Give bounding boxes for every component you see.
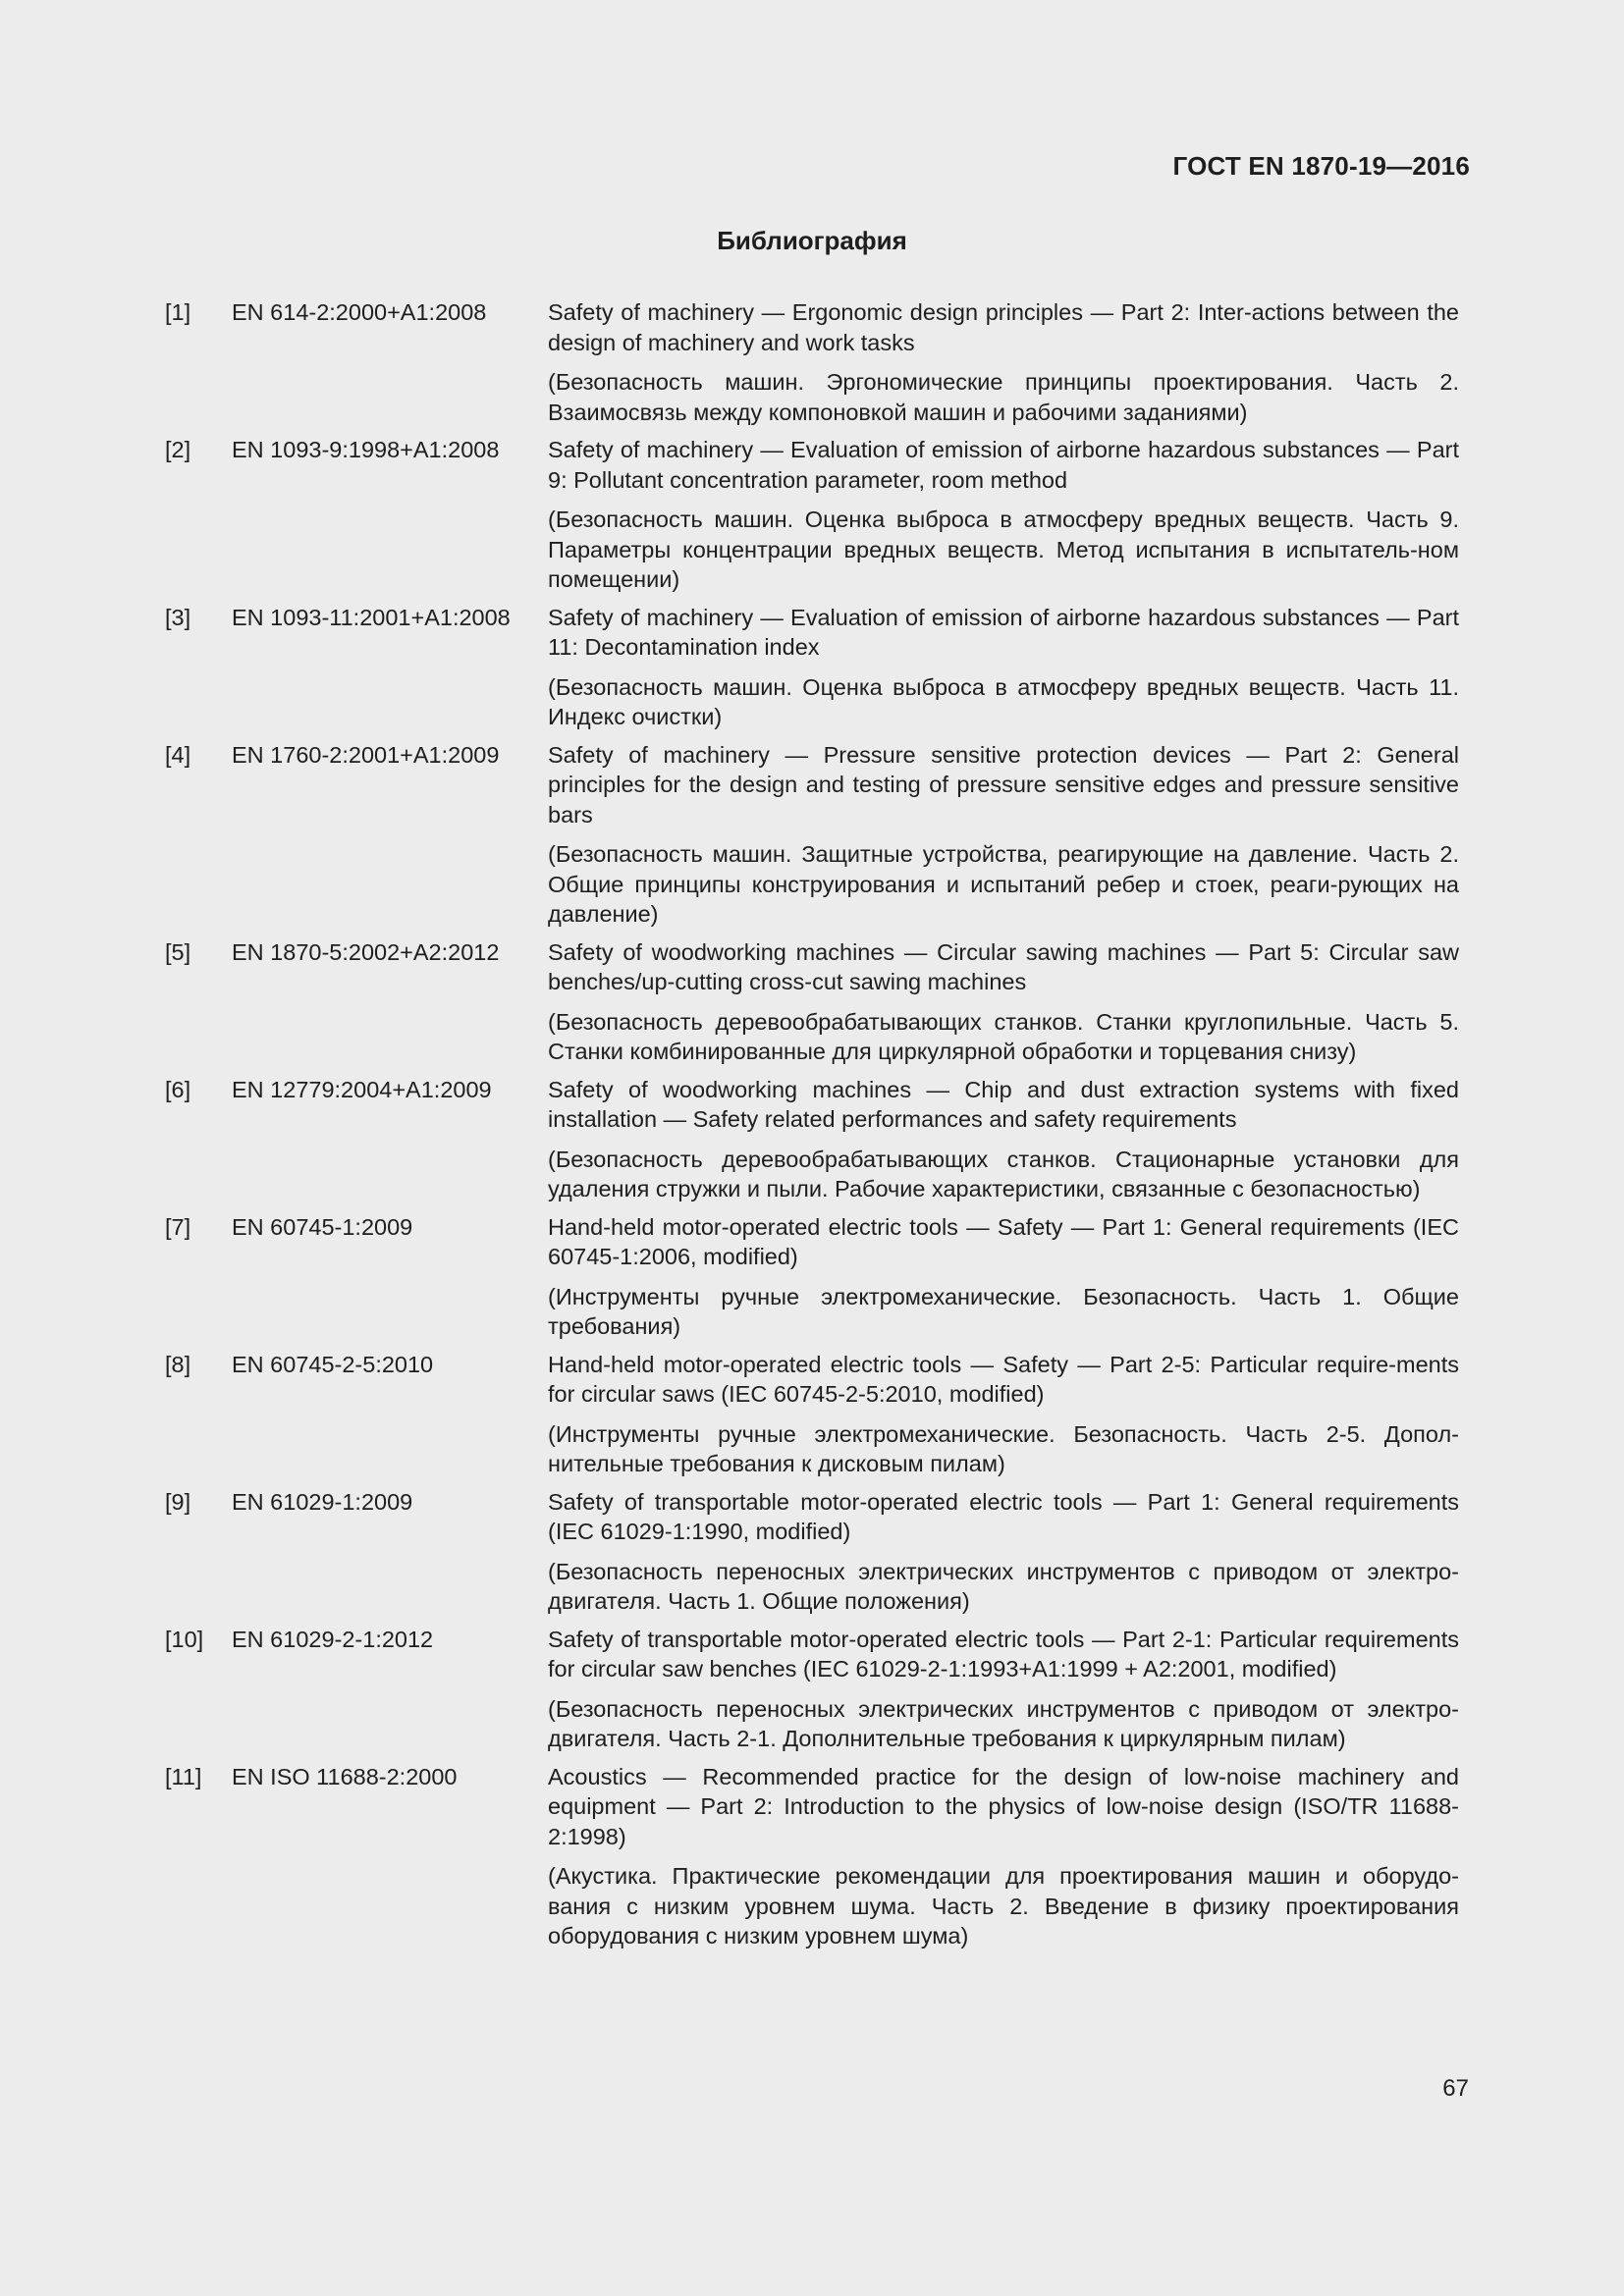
entry-number: [11] bbox=[165, 1763, 202, 1789]
entry-text bbox=[548, 1350, 1459, 1479]
bibliography-entry bbox=[165, 1212, 1459, 1342]
entry-number: [1] bbox=[165, 299, 191, 325]
bibliography-entry bbox=[165, 1625, 1459, 1754]
bibliography-entry bbox=[165, 937, 1459, 1067]
standard-reference: EN 1093-9:1998+A1:2008 bbox=[232, 437, 500, 462]
entry-text bbox=[548, 435, 1459, 595]
russian-title: (Акустика. Практические рекомендации для проектирования машин и оборудо-вания с низким уровнем шума. Часть 2. Введение в физику проектирования оборудования с низким уровнем шума) bbox=[548, 1863, 1459, 1949]
english-title: Safety of machinery — Evaluation of emission of airborne hazardous substances — Part 11: Decontamination index bbox=[548, 604, 1459, 660]
entry-number: [8] bbox=[165, 1351, 191, 1377]
entry-text bbox=[548, 1487, 1459, 1617]
entry-text bbox=[548, 1625, 1459, 1754]
bibliography-entry bbox=[165, 740, 1459, 930]
english-title: Safety of transportable motor-operated electric tools — Part 2-1: Particular requirements for circular saw benches (IEC 61029-2-1:1993+A1:1999 + A2:2001, modified) bbox=[548, 1626, 1459, 1682]
entry-text bbox=[548, 1762, 1459, 1951]
bibliography-entry bbox=[165, 1487, 1459, 1617]
bibliography-entry bbox=[165, 435, 1459, 595]
entry-text bbox=[548, 297, 1459, 427]
english-title: Acoustics — Recommended practice for the design of low-noise machinery and equipment — Part 2: Introduction to the physics of low-noise design (ISO/TR 11688-2:1998) bbox=[548, 1763, 1459, 1849]
russian-title: (Безопасность деревообрабатывающих станков. Стационарные установки для удаления стружки и пыли. Рабочие характеристики, связанные с безопасностью) bbox=[548, 1146, 1459, 1201]
entry-text bbox=[548, 1075, 1459, 1204]
standard-reference: EN 61029-2-1:2012 bbox=[232, 1626, 434, 1652]
standard-reference: EN 12779:2004+A1:2009 bbox=[232, 1076, 492, 1102]
page-title: Библиография bbox=[717, 226, 907, 255]
russian-title: (Безопасность деревообрабатывающих станков. Станки круглопильные. Часть 5. Станки комбинированные для циркулярной обработки и торцевания снизу) bbox=[548, 1008, 1459, 1064]
entry-text bbox=[548, 603, 1459, 732]
standard-reference: EN 614-2:2000+A1:2008 bbox=[232, 299, 487, 325]
russian-title: (Безопасность переносных электрических инструментов с приводом от электро-двигателя. Часть 1. Общие положения) bbox=[548, 1558, 1459, 1614]
entry-number: [3] bbox=[165, 604, 191, 630]
standard-reference: EN 60745-1:2009 bbox=[232, 1213, 413, 1240]
bibliography-entry bbox=[165, 1075, 1459, 1204]
english-title: Safety of machinery — Evaluation of emission of airborne hazardous substances — Part 9: Pollutant concentration parameter, room method bbox=[548, 437, 1459, 493]
english-title: Safety of woodworking machines — Circular sawing machines — Part 5: Circular saw benches/up-cutting cross-cut sawing machines bbox=[548, 938, 1459, 994]
entry-number: [10] bbox=[165, 1626, 204, 1652]
bibliography-entry bbox=[165, 1762, 1459, 1951]
standard-reference: EN 1870-5:2002+A2:2012 bbox=[232, 938, 500, 965]
russian-title: (Безопасность машин. Эргономические принципы проектирования. Часть 2. Взаимосвязь между компоновкой машин и рабочими заданиями) bbox=[548, 369, 1459, 425]
bibliography-entry bbox=[165, 603, 1459, 732]
standard-reference: EN 60745-2-5:2010 bbox=[232, 1351, 434, 1377]
russian-title: (Инструменты ручные электромеханические. Безопасность. Часть 2-5. Допол-нительные требования к дисковым пилам) bbox=[548, 1420, 1459, 1476]
entry-number: [7] bbox=[165, 1213, 191, 1240]
entry-number: [2] bbox=[165, 437, 191, 462]
entry-number: [6] bbox=[165, 1076, 191, 1102]
entry-text bbox=[548, 1212, 1459, 1342]
entry-text bbox=[548, 740, 1459, 930]
standard-code: ГОСТ EN 1870-19—2016 bbox=[1172, 151, 1470, 181]
entry-number: [4] bbox=[165, 741, 191, 768]
russian-title: (Инструменты ручные электромеханические. Безопасность. Часть 1. Общие требования) bbox=[548, 1283, 1459, 1339]
english-title: Hand-held motor-operated electric tools — Safety — Part 2-5: Particular require-ments for circular saws (IEC 60745-2-5:2010, modified) bbox=[548, 1351, 1459, 1407]
russian-title: (Безопасность машин. Защитные устройства, реагирующие на давление. Часть 2. Общие принципы конструирования и испытаний ребер и стоек, реаги-рующих на давление) bbox=[548, 841, 1459, 927]
russian-title: (Безопасность переносных электрических инструментов с приводом от электро-двигателя. Часть 2-1. Дополнительные требования к циркулярным пилам) bbox=[548, 1695, 1459, 1751]
entry-text bbox=[548, 937, 1459, 1067]
russian-title: (Безопасность машин. Оценка выброса в атмосферу вредных веществ. Часть 11. Индекс очистки) bbox=[548, 673, 1459, 729]
entry-number: [5] bbox=[165, 938, 191, 965]
english-title: Hand-held motor-operated electric tools — Safety — Part 1: General requirements (IEC 60745-1:2006, modified) bbox=[548, 1213, 1459, 1269]
standard-reference: EN ISO 11688-2:2000 bbox=[232, 1763, 458, 1789]
entry-number: [9] bbox=[165, 1488, 191, 1515]
page-number: 67 bbox=[1442, 2075, 1469, 2102]
bibliography-list bbox=[165, 297, 1459, 1959]
russian-title: (Безопасность машин. Оценка выброса в атмосферу вредных веществ. Часть 9. Параметры концентрации вредных веществ. Метод испытания в испытатель-ном помещении) bbox=[548, 507, 1459, 592]
english-title: Safety of machinery — Pressure sensitive protection devices — Part 2: General principles for the design and testing of pressure sensitive edges and pressure sensitive bars bbox=[548, 741, 1459, 828]
english-title: Safety of woodworking machines — Chip and dust extraction systems with fixed installation — Safety related performances and safety requirements bbox=[548, 1076, 1459, 1132]
bibliography-entry bbox=[165, 297, 1459, 427]
english-title: Safety of transportable motor-operated electric tools — Part 1: General requirements (IEC 61029-1:1990, modified) bbox=[548, 1488, 1459, 1544]
english-title: Safety of machinery — Ergonomic design principles — Part 2: Inter-actions between the design of machinery and work tasks bbox=[548, 299, 1459, 355]
standard-reference: EN 1093-11:2001+A1:2008 bbox=[232, 604, 511, 630]
standard-reference: EN 1760-2:2001+A1:2009 bbox=[232, 741, 500, 768]
standard-reference: EN 61029-1:2009 bbox=[232, 1488, 413, 1515]
bibliography-entry bbox=[165, 1350, 1459, 1479]
